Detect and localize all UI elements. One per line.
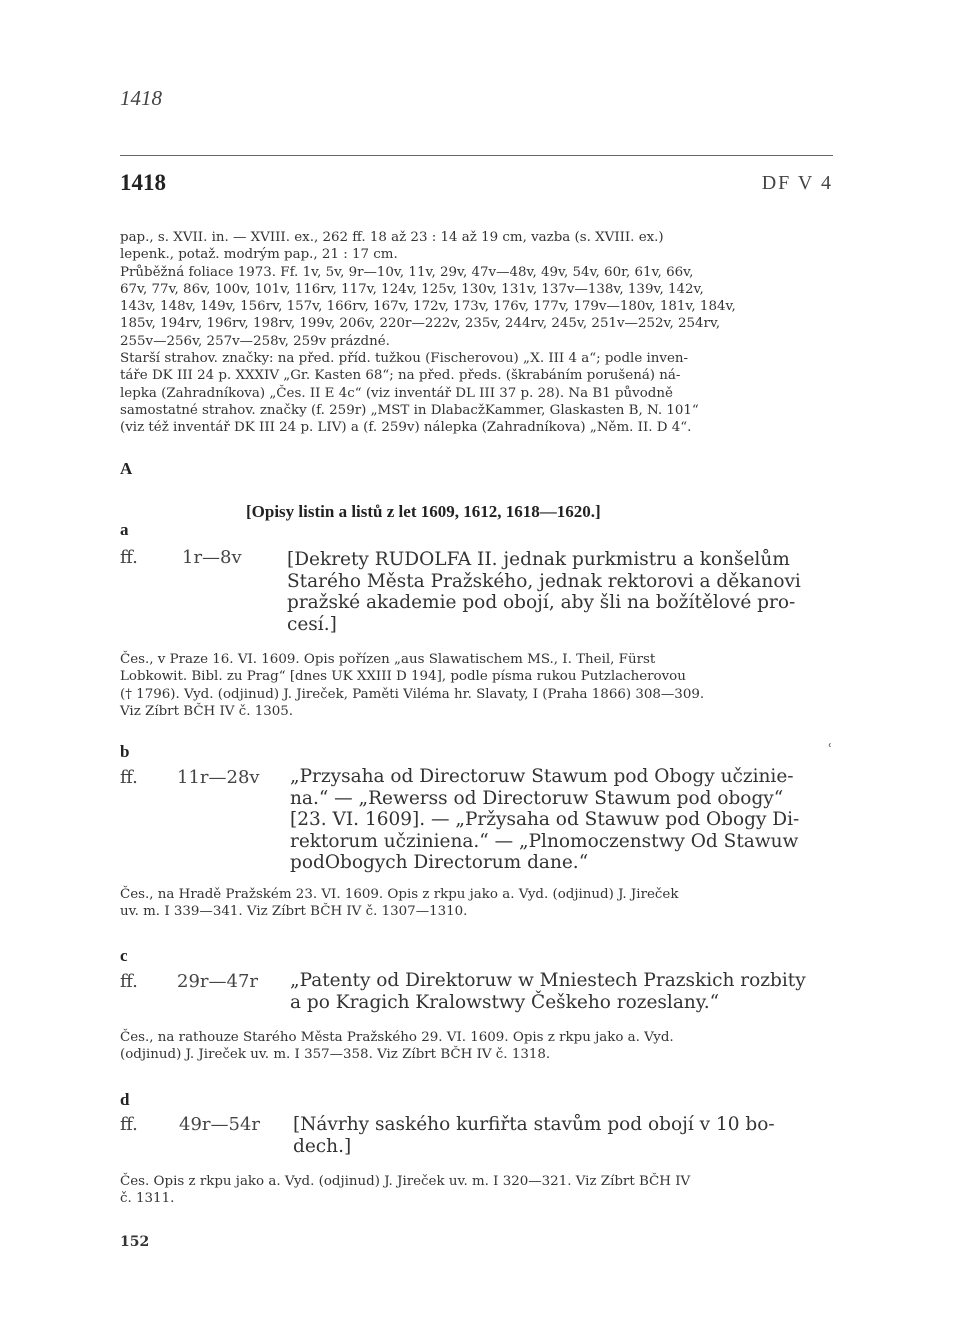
item-note-line: č. 1311. [120,1191,175,1207]
item-note-line: Čes., na rathouze Starého Města Pražského 29. VI. 1609. Opis z rkpu jako a. Vyd. [120,1030,674,1045]
folio-abbrev: ff. [120,971,138,992]
description-line: lepenk., potaž. modrým pap., 21 : 17 cm. [120,247,398,263]
item-title-line: pražské akademie pod obojí, aby šli na božítělové pro- [287,592,796,613]
item-title-line: na.“ — „Rewerss od Directoruw Stawum pod obogy“ [290,787,784,809]
item-note-line: Čes., na Hradě Pražském 23. VI. 1609. Opis z rkpu jako a. Vyd. (odjinud) J. Jireček [120,887,679,902]
item-title-line: dech.] [293,1135,352,1157]
item-note-line: († 1796). Vyd. (odjinud) J. Jireček, Paměti Viléma hr. Slavaty, I (Praha 1866) 308—309. [120,686,705,702]
item-note-line: Čes. Opis z rkpu jako a. Vyd. (odjinud) J. Jireček uv. m. I 320—321. Viz Zíbrt BČH IV [120,1174,691,1189]
item-note [120,1029,835,1064]
item-title-line: „Przysaha od Directoruw Stawum pod Obogy učzinie- [290,766,794,787]
entry-number: 1418 [120,170,166,195]
header-rule [120,155,833,156]
item-title-line: [Dekrety RUDOLFA II. jednak purkmistru a konšelům [287,549,790,570]
item-title-line: cesí.] [287,613,337,635]
description-line: táře DK III 24 p. XXXIV „Gr. Kasten 68“; na před. předs. (škrabáním porušená) ná- [120,368,681,384]
description-line: 143v, 148v, 149v, 156rv, 157v, 166rv, 167v, 172v, 173v, 176v, 177v, 179v—180v, 181v, 184v, [120,299,736,315]
item-title-line: podObogych Directorum dane.“ [290,852,589,873]
item-title [290,970,836,1013]
item-label: b [120,742,130,761]
folio-abbrev: ff. [120,767,138,788]
description-line: samostatné strahov. značky (f. 259r) „MST in DlabacžKammer, Glaskasten B, N. 101“ [120,402,699,418]
section-title: [Opisy listin a listů z let 1609, 1612, 1618—1620.] [246,502,601,521]
item-title [293,1114,836,1157]
item-title [290,766,836,874]
item-note-line: Viz Zíbrt BČH IV č. 1305. [120,703,294,719]
item-title-line: Starého Města Pražského, jednak rektorovi a děkanovi [287,570,801,592]
description-line: Průběžná foliace 1973. Ff. 1v, 5v, 9r—10v, 11v, 29v, 47v—48v, 49v, 54v, 60r, 61v, 66v, [120,264,694,280]
description-line: (viz též inventář DK III 24 p. LIV) a (f. 259v) nálepka (Zahradníkova) „Něm. II. D 4“. [120,420,692,436]
description-line: 67v, 77v, 86v, 100v, 101v, 116rv, 117v, 124v, 125v, 130v, 131v, 137v—138v, 139v, 142v, [120,281,704,297]
folio-range: 11r—28v [177,767,260,788]
item-note [120,1173,835,1208]
folio-range: 49r—54r [179,1114,261,1135]
description-line: 185v, 194rv, 196rv, 198rv, 199v, 206v, 220r—222v, 235v, 244rv, 245v, 251v—252v, 254rv, [120,316,721,332]
item-note-line: Lobkowit. Bibl. zu Prag“ [dnes UK XXIII D 194], podle písma rukou Putzlacherovou [120,669,686,685]
folio-abbrev: ff. [120,547,138,568]
folio-range: 1r—8v [182,547,242,568]
folio-range: 29r—47r [177,971,259,992]
item-title [287,549,835,635]
section-letter: A [120,459,133,478]
margin-mark: ʿ [828,742,833,758]
item-label: d [120,1090,130,1109]
item-note-line: (odjinud) J. Jireček uv. m. I 357—358. Viz Zíbrt BČH IV č. 1318. [120,1047,551,1063]
item-note [120,886,835,921]
item-label: c [120,946,128,965]
item-label: a [120,520,129,539]
folio-abbrev: ff. [120,1114,138,1135]
item-note-line: Čes., v Praze 16. VI. 1609. Opis pořízen „aus Slawatischem MS., I. Theil, Fürst [120,652,656,667]
description-line: Starší strahov. značky: na před. příd. tužkou (Fischerovou) „X. III 4 a“; podle inven- [120,351,689,367]
item-title-line: [Návrhy saského kurfiřta stavům pod obojí v 10 bo- [293,1114,775,1135]
item-note-line: uv. m. I 339—341. Viz Zíbrt BČH IV č. 1307—1310. [120,904,468,920]
running-head: 1418 [120,86,162,110]
shelfmark: DF V 4 [761,172,833,194]
manuscript-description [120,229,835,437]
description-line: 255v—256v, 257v—258v, 259v prázdné. [120,333,390,349]
description-line: pap., s. XVII. in. — XVIII. ex., 262 ff. 18 až 23 : 14 až 19 cm, vazba (s. XVIII. ex.) [120,230,664,245]
page-number: 152 [120,1234,150,1250]
item-note [120,651,835,720]
description-line: lepka (Zahradníkova) „Čes. II E 4c“ (viz inventář DL III 37 p. 28). Na B1 původně [120,385,673,401]
item-title-line: a po Kragich Kralowstwy Češkeho rozeslany.“ [290,991,720,1013]
item-title-line: „Patenty od Direktoruw w Mniestech Prazskich rozbity [290,970,806,991]
item-title-line: rektorum učziniena.“ — „Plnomoczenstwy Od Stawuw [290,830,799,852]
item-title-line: [23. VI. 1609]. — „Pržysaha od Stawuw pod Obogy Di- [290,809,800,830]
